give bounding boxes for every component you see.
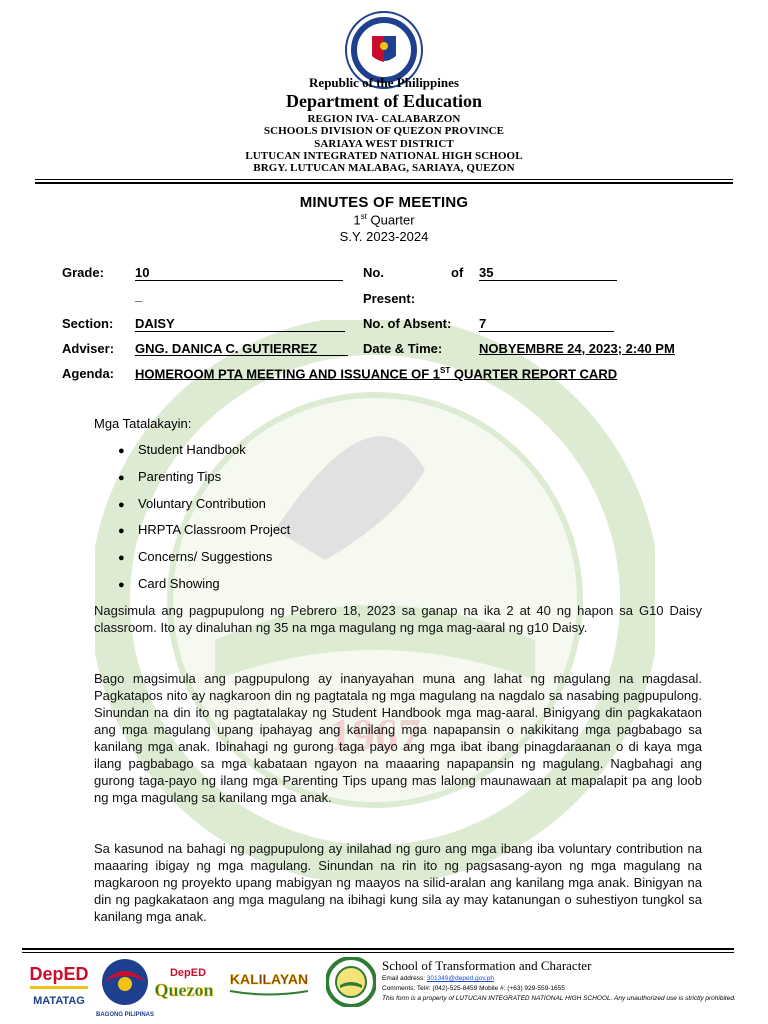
topics-heading: Mga Tatalakayin: (94, 416, 192, 431)
svg-text:DepED: DepED (29, 964, 89, 984)
division-heading: SCHOOLS DIVISION OF QUEZON PROVINCE (263, 125, 505, 137)
adviser-value: GNG. DANICA C. GUTIERREZ (135, 341, 318, 356)
email-link[interactable]: 301349@deped.gov.ph (426, 975, 494, 982)
no-label: No. (363, 265, 384, 280)
header-divider-thick (35, 182, 733, 184)
list-item: ● Concerns/ Suggestions (118, 549, 273, 564)
district-heading: SARIAYA WEST DISTRICT (314, 138, 454, 150)
svg-text:MATATAG: MATATAG (33, 995, 85, 1007)
present-value: 35 (479, 265, 494, 280)
absent-label: No. of Absent: (363, 316, 452, 331)
deped-quezon-logo-icon (150, 962, 220, 1004)
adviser-underline (135, 355, 348, 356)
grade-underline (135, 280, 343, 281)
footer-divider (22, 948, 734, 950)
bullet-icon: ● (118, 445, 125, 457)
list-item: ● Parenting Tips (118, 469, 222, 484)
disclaimer-line: This form is a property of LUTUCAN INTEGRATED NATIONAL HIGH SCHOOL. Any unauthorized use is strictly prohibited. (382, 995, 736, 1002)
watermark-year: 1967 (329, 709, 421, 760)
bullet-icon: ● (118, 472, 125, 484)
email-line: Email address: 301349@deped.gov.ph (382, 975, 494, 982)
bullet-icon: ● (118, 552, 125, 564)
address-heading: BRGY. LUTUCAN MALABAG, SARIAYA, QUEZON (253, 162, 515, 174)
svg-text:BAGONG PILIPINAS: BAGONG PILIPINAS (96, 1012, 154, 1018)
page-title: MINUTES OF MEETING (299, 194, 469, 211)
header-divider (35, 179, 733, 180)
grade-value: 10 (135, 265, 150, 280)
datetime-value: NOBYEMBRE 24, 2023; 2:40 PM (479, 341, 675, 356)
agenda-label: Agenda: (62, 366, 114, 381)
section-value: DAISY (135, 316, 175, 331)
department-heading: Department of Education (286, 91, 482, 111)
bagong-pilipinas-logo-icon (96, 956, 154, 1018)
list-item: ● Card Showing (118, 576, 220, 591)
svg-text:KALILAYAN: KALILAYAN (229, 971, 309, 987)
school-year-label: S.Y. 2023-2024 (339, 229, 429, 244)
deped-matatag-logo-icon (24, 958, 94, 1014)
agenda-value: HOMEROOM PTA MEETING AND ISSUANCE OF 1ST QUARTER REPORT CARD (135, 366, 618, 382)
present-underline (479, 280, 617, 281)
absent-value: 7 (479, 316, 487, 331)
school-motto: School of Transformation and Character (382, 958, 592, 973)
grade-label: Grade: (62, 265, 104, 280)
paragraph-contribution: Sa kasunod na bahagi ng pagpupulong ay inilahad ng guro ang mga ibang iba voluntary contribution na maaaring ibigay ng mga magulang. Sinundan na rin ito ng pagsasang-ayon ng mga magulang na magkaroon ng proyekto upang mabigyan ng maayos na silid-aralan ang kanilang mga anak. Binigyan na din ng pagkakataon ang mga magulang na ibihagi kung sila ay may katanungan o suhestiyon tungkol sa kanilang mga anak. (94, 841, 702, 924)
bullet-icon: ● (118, 499, 125, 511)
grade-extra: _ (135, 288, 143, 303)
paragraph-opening: Bago magsimula ang pagpupulong ay inanyayahan muna ang lahat ng magulang na magdasal. Pagkatapos nito ay nagkaroon din ng pagtatala ng mga magulang na nagdalo sa nasabing pagpupulong. Sinundan na din ito ng pagtatalakay ng Student Handbook mga mag-aaral. Binigyang din pagkakataon ang mga magulang upang ipahayag ang kanilang mga napapansin o nakikitang mga pagbabago sa kanilang mga anak. Ibinahagi ng gurong taga payo ang mga ibat ibang pinagdaraanan o di kaya mga ilang pagbabago sa mga kabataan ngayon na maaaring napapansin ng magulang. Nagbahagi ang gurong taga-payo ng ilang mga Parenting Tips upang mas lalong maunawaan at mapalapit pa ang loob ng mga magulang sa kanilang mga anak. (94, 671, 702, 805)
section-label: Section: (62, 316, 114, 331)
absent-underline (479, 331, 614, 332)
datetime-label: Date & Time: (363, 341, 443, 356)
school-seal-icon (326, 957, 376, 1007)
region-heading: REGION IVA- CALABARZON (307, 113, 461, 125)
footer-divider-thin (22, 952, 734, 953)
quarter-label: 1st Quarter (353, 212, 415, 228)
bullet-icon: ● (118, 579, 125, 591)
list-item: ● Voluntary Contribution (118, 496, 266, 511)
adviser-label: Adviser: (62, 341, 115, 356)
of-label: of (451, 265, 464, 280)
list-item: ● Student Handbook (118, 442, 246, 457)
kalilayan-logo-icon (220, 964, 318, 1000)
section-underline (135, 331, 345, 332)
republic-heading: Republic of the Philippines (309, 75, 459, 90)
bullet-icon: ● (118, 525, 125, 537)
present-label: Present: (363, 291, 416, 306)
svg-text:DepED: DepED (169, 967, 207, 979)
school-heading: LUTUCAN INTEGRATED NATIONAL HIGH SCHOOL (245, 150, 523, 162)
paragraph-intro: Nagsimula ang pagpupulong ng Pebrero 18, 2023 sa ganap na ika 2 at 40 ng hapon sa G10 Daisy classroom. Ito ay dinaluhan ng 35 na mga magulang ng mga mag-aaral ng g10 Daisy. (94, 603, 702, 635)
quill-icon (275, 436, 425, 560)
svg-text:Quezon: Quezon (154, 980, 214, 1000)
list-item: ● HRPTA Classroom Project (118, 522, 291, 537)
contact-line: Comments: Tel#: (042)-525-8459 Mobile #: (+63) 929-559-1655 (382, 985, 565, 992)
